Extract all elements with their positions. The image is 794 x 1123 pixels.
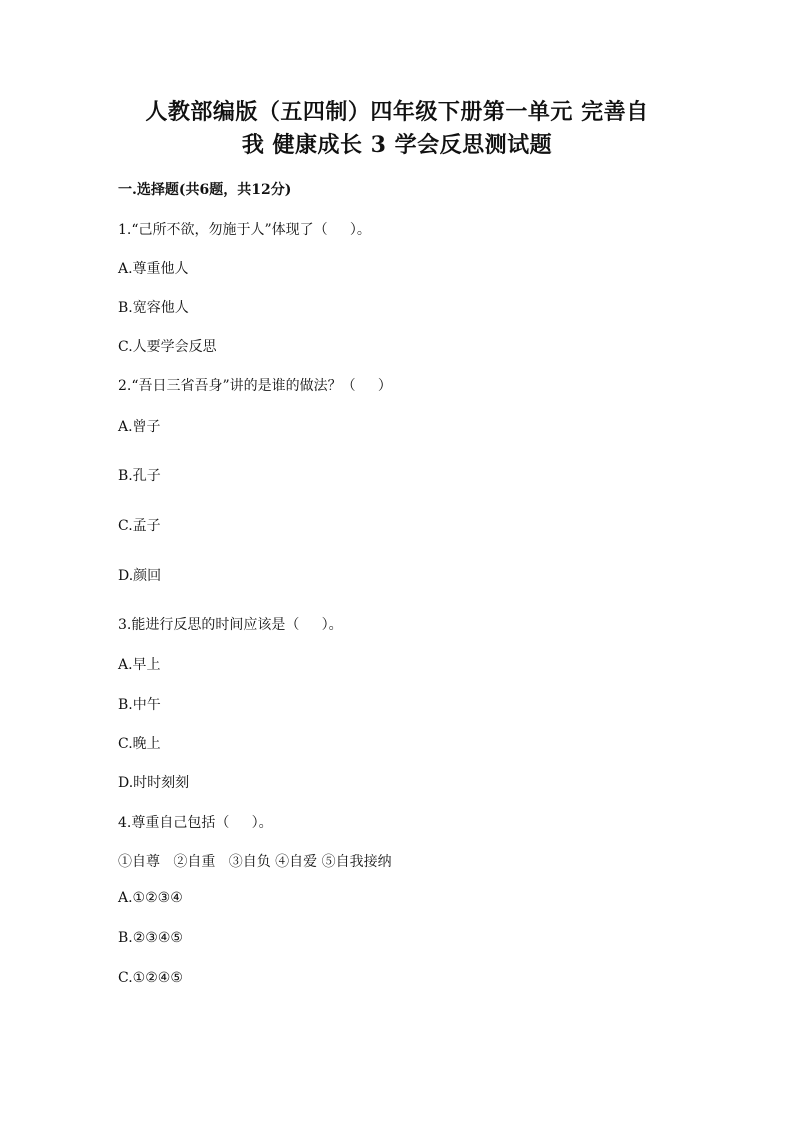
option-1c: C.人要学会反思 [118, 339, 217, 355]
option-3a: A.早上 [118, 657, 161, 673]
document-title [100, 96, 694, 162]
question-4-items: ①自尊 ②自重 ③自负 ④自爱 ⑤自我接纳 [118, 854, 392, 870]
option-2b: B.孔子 [118, 468, 161, 484]
option-2c: C.孟子 [118, 518, 161, 534]
section-heading: 一.选择题(共6题，共12分) [118, 182, 292, 198]
option-3c: C.晚上 [118, 736, 161, 752]
option-4b: B.②③④⑤ [118, 930, 183, 946]
question-3: 3.能进行反思的时间应该是（ ）。 [118, 617, 343, 633]
option-3d: D.时时刻刻 [118, 775, 190, 791]
option-2a: A.曾子 [118, 419, 161, 435]
question-4: 4.尊重自己包括（ ）。 [118, 815, 273, 831]
title-line-2: 我 健康成长 3 学会反思测试题 [241, 132, 553, 158]
option-1a: A.尊重他人 [118, 261, 189, 277]
question-2: 2.“吾日三省吾身”讲的是谁的做法？（ ） [118, 378, 392, 394]
question-1: 1.“己所不欲，勿施于人”体现了（ ）。 [118, 222, 371, 238]
option-4a: A.①②③④ [118, 890, 183, 906]
title-line-1: 人教部编版（五四制）四年级下册第一单元 完善自 [145, 99, 649, 125]
option-1b: B.宽容他人 [118, 300, 189, 316]
option-2d: D.颜回 [118, 568, 162, 584]
option-3b: B.中午 [118, 697, 161, 713]
option-4c: C.①②④⑤ [118, 970, 183, 986]
